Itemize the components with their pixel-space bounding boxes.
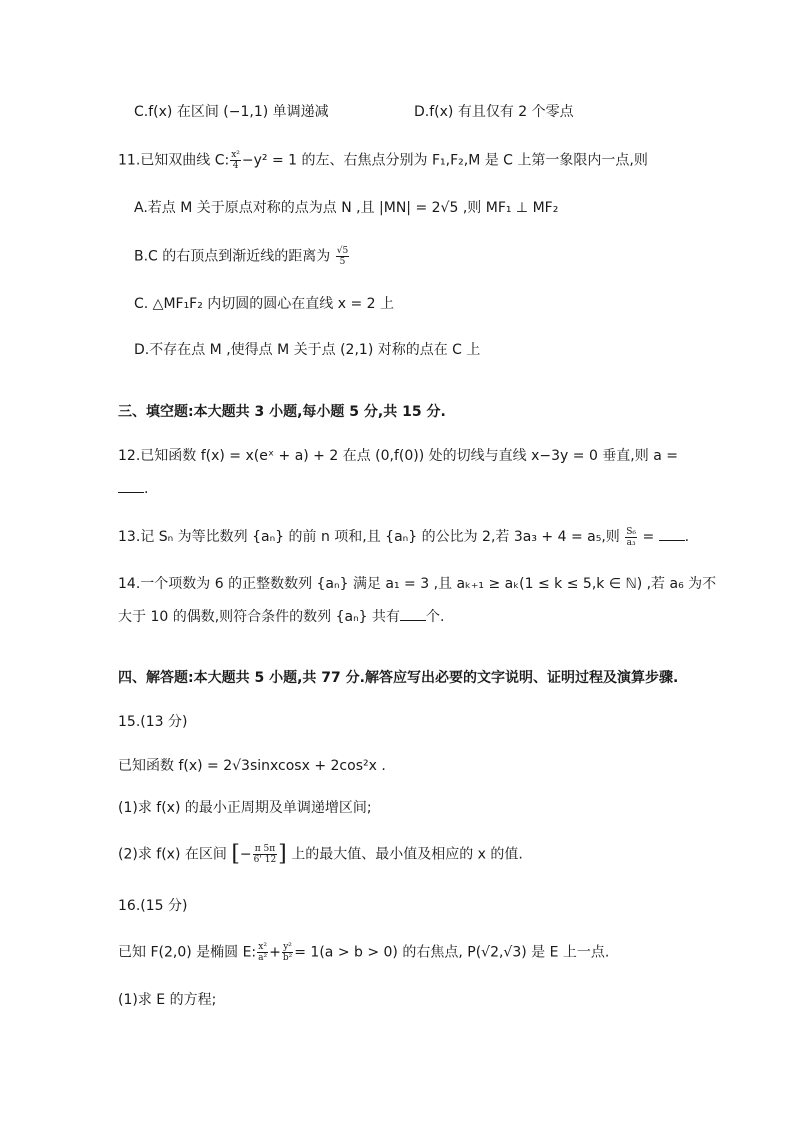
question-13	[118, 526, 689, 548]
q13-fraction	[625, 527, 637, 548]
q16-stem-pre: 已知 F(2,0) 是椭圆 E:	[118, 944, 257, 961]
question-11-stem	[118, 150, 648, 171]
interval-sign: −	[239, 846, 252, 863]
q16-f2-num: y²	[283, 942, 292, 952]
option-d-prev: D.f(x) 有且仅有 2 个零点	[414, 104, 574, 120]
q13-text: 13.记 Sₙ 为等比数列 {aₙ} 的前 n 项和,且 {aₙ} 的公比为 2,若 3a₃ + 4 = a₅,则	[118, 529, 620, 545]
question-16-label: 16.(15 分)	[118, 898, 188, 914]
section-4-heading: 四、解答题:本大题共 5 小题,共 77 分.解答应写出必要的文字说明、证明过程及演算步骤.	[118, 670, 679, 686]
q11-b-num: √5	[336, 246, 349, 256]
interval-num: π 5π	[253, 844, 278, 855]
q16-f2-den: b²	[282, 953, 293, 963]
q11-frac-den: 4	[232, 161, 239, 171]
interval-den: 6' 12	[253, 855, 277, 865]
question-15-stem: 已知函数 f(x) = 2√3sinxcosx + 2cos²x .	[118, 758, 386, 774]
option-c-prev: C.f(x) 在区间 (−1,1) 单调递减	[134, 104, 329, 120]
right-bracket: ]	[278, 841, 287, 867]
question-14-line1: 14.一个项数为 6 的正整数数列 {aₙ} 满足 a₁ = 3 ,且 aₖ₊₁ ≥ aₖ(1 ≤ k ≤ 5,k ∈ ℕ) ,若 a₆ 为不	[118, 576, 717, 592]
question-12-line1: 12.已知函数 f(x) = x(eˣ + a) + 2 在点 (0,f(0)) 处的切线与直线 x−3y = 0 垂直,则 a =	[118, 448, 678, 464]
q14-line2-post: 个.	[426, 609, 445, 625]
q13-equals: =	[642, 529, 655, 545]
q11-frac-num: x²	[231, 150, 240, 160]
question-15-label: 15.(13 分)	[118, 714, 188, 730]
q11-stem-post: −y² = 1 的左、右焦点分别为 F₁,F₂,M 是 C 上第一象限内一点,则	[241, 152, 648, 169]
q13-frac-den: a₃	[626, 537, 636, 548]
interval-fraction	[253, 844, 278, 865]
question-16-part1: (1)求 E 的方程;	[118, 992, 217, 1008]
question-15-part2	[118, 841, 523, 867]
section-3-heading: 三、填空题:本大题共 3 小题,每小题 5 分,共 15 分.	[118, 404, 446, 420]
q11-option-d: D.不存在点 M ,使得点 M 关于点 (2,1) 对称的点在 C 上	[134, 342, 481, 358]
answer-blank	[118, 478, 144, 493]
question-16-stem	[118, 942, 609, 963]
q16-plus: +	[269, 944, 281, 961]
question-15-part1: (1)求 f(x) 的最小正周期及单调递增区间;	[118, 800, 372, 816]
q16-stem-post: = 1(a > b > 0) 的右焦点, P(√2,√3) 是 E 上一点.	[294, 944, 610, 961]
q11-option-a: A.若点 M 关于原点对称的点为点 N ,且 |MN| = 2√5 ,则 MF₁ ⊥ MF₂	[134, 200, 559, 216]
q11-option-c: C. △MF₁F₂ 内切圆的圆心在直线 x = 2 上	[134, 296, 395, 312]
q11-fraction	[230, 150, 241, 171]
question-12-line2	[118, 478, 148, 499]
q16-fraction-y	[282, 942, 293, 963]
q15-part2-pre: (2)求 f(x) 在区间	[118, 846, 227, 863]
q11-option-b	[134, 246, 350, 267]
q11-stem-pre: 11.已知双曲线 C:	[118, 152, 230, 169]
q16-f1-num: x²	[258, 942, 267, 952]
answer-blank	[659, 526, 685, 541]
q15-part2-post: 上的最大值、最小值及相应的 x 的值.	[291, 846, 523, 863]
q13-period: .	[684, 529, 690, 545]
q16-f1-den: a²	[258, 953, 268, 963]
q16-fraction-x	[257, 942, 268, 963]
q11-b-den: 5	[339, 257, 346, 267]
question-14-line2	[118, 606, 445, 627]
left-bracket: [	[231, 841, 240, 867]
q14-line2-pre: 大于 10 的偶数,则符合条件的数列 {aₙ} 共有	[118, 609, 401, 625]
answer-blank	[400, 606, 426, 621]
q13-frac-num: S₆	[626, 526, 636, 537]
q11-b-text: B.C 的右顶点到渐近线的距离为	[134, 248, 331, 265]
q12-period: .	[144, 481, 149, 497]
q11-b-fraction	[336, 246, 349, 267]
